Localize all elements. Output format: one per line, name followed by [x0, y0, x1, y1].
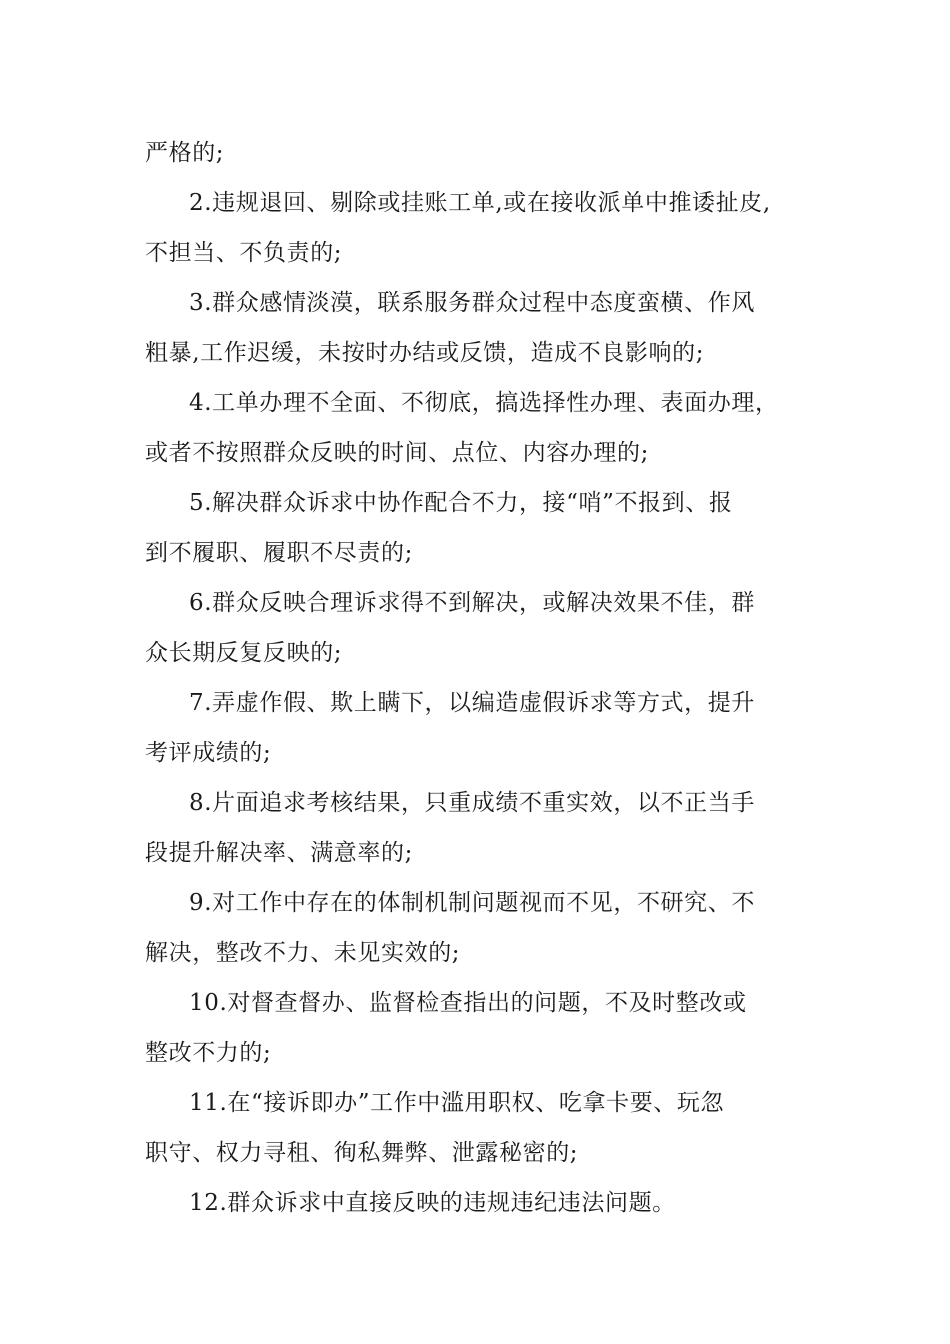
list-item-12: 12.群众诉求中直接反映的违规违纪违法问题。 — [189, 1190, 676, 1216]
list-item-11-continuation: 职守、权力寻租、徇私舞弊、泄露秘密的; — [145, 1140, 579, 1166]
list-item-11-first-line: 11.在“接诉即办”工作中滥用职权、吃拿卡要、玩忽 — [189, 1090, 725, 1116]
document-body — [145, 128, 815, 1228]
list-item-3-continuation: 粗暴,工作迟缓，未按时办结或反馈，造成不良影响的; — [145, 340, 705, 366]
text-line: 严格的; — [145, 140, 225, 166]
list-item-4-continuation: 或者不按照群众反映的时间、点位、内容办理的; — [145, 440, 649, 466]
list-item-6-first-line: 6.群众反映合理诉求得不到解决，或解决效果不佳，群 — [189, 590, 755, 616]
list-item-5-continuation: 到不履职、履职不尽责的; — [145, 540, 413, 566]
list-item-10-first-line: 10.对督查督办、监督检查指出的问题，不及时整改或 — [189, 990, 747, 1016]
list-item-9-first-line: 9.对工作中存在的体制机制问题视而不见，不研究、不 — [189, 890, 755, 916]
list-item-3-first-line: 3.群众感情淡漠，联系服务群众过程中态度蛮横、作风 — [189, 290, 755, 316]
list-item-7-first-line: 7.弄虚作假、欺上瞒下，以编造虚假诉求等方式，提升 — [189, 690, 755, 716]
list-item-7-continuation: 考评成绩的; — [145, 740, 272, 766]
list-item-8-continuation: 段提升解决率、满意率的; — [145, 840, 413, 866]
list-item-9-continuation: 解决，整改不力、未见实效的; — [145, 940, 461, 966]
list-item-2-first-line: 2.违规退回、剔除或挂账工单,或在接收派单中推诿扯皮, — [189, 190, 771, 216]
list-item-8-first-line: 8.片面追求考核结果，只重成绩不重实效，以不正当手 — [189, 790, 755, 816]
list-item-2-continuation: 不担当、不负责的; — [145, 240, 343, 266]
list-item-5-first-line: 5.解决群众诉求中协作配合不力，接“哨”不报到、报 — [189, 490, 733, 516]
list-item-4-first-line: 4.工单办理不全面、不彻底，搞选择性办理、表面办理， — [189, 390, 779, 416]
list-item-10-continuation: 整改不力的; — [145, 1040, 272, 1066]
list-item-6-continuation: 众长期反复反映的; — [145, 640, 343, 666]
